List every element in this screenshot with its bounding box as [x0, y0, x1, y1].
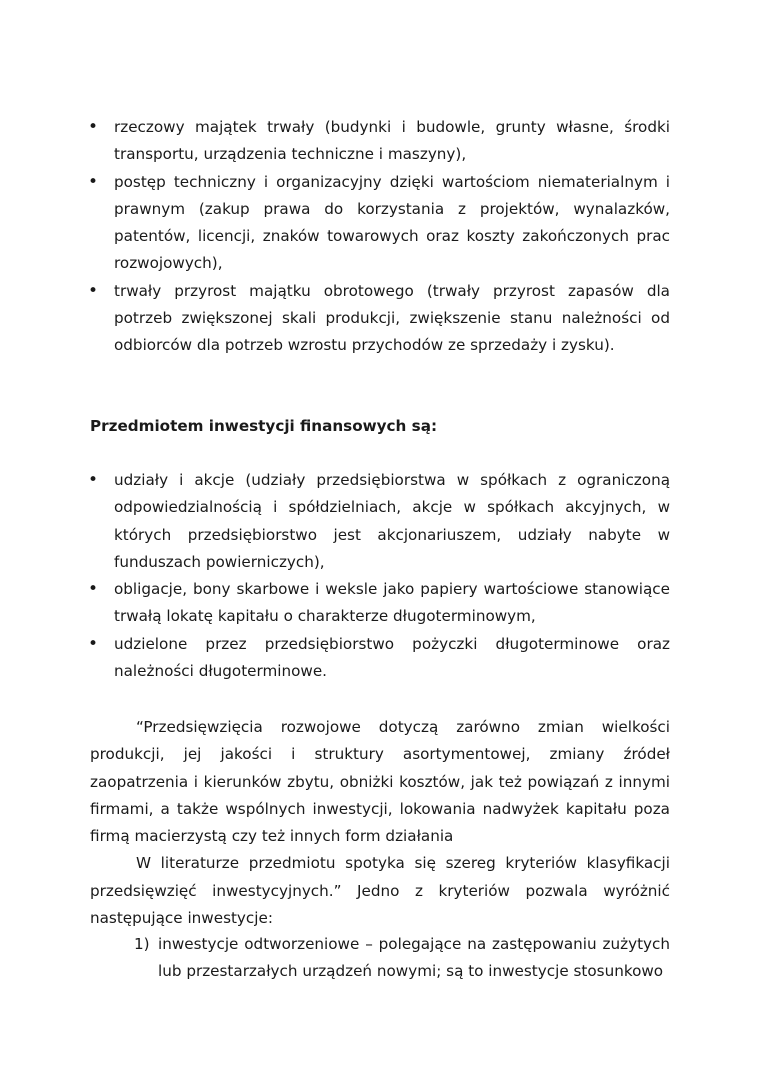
list-item: • udziały i akcje (udziały przedsiębiorstwa w spółkach z ograniczoną odpowiedzialnością i spółdzielniach, akcje w spółkach akcyjnych, w których przedsiębiorstwo jest akcjonariuszem, udziały nabyte w funduszach powierniczych), [88, 467, 670, 576]
list-item: • postęp techniczny i organizacyjny dzięki wartościom niematerialnym i prawnym (zakup prawa do korzystania z projektów, wynalazków, patentów, licencji, znaków towarowych oraz koszty zakończonych prac rozwojowych), [88, 169, 670, 278]
numbered-list [90, 931, 670, 986]
financial-investments-heading: Przedmiotem inwestycji finansowych są: [90, 417, 438, 435]
paragraph: W literaturze przedmiotu spotyka się szereg kryteriów klasyfikacji przedsięwzięć inwestycyjnych.” Jedno z kryteriów pozwala wyróżnić następujące inwestycje: [90, 854, 670, 928]
list-item: • udzielone przez przedsiębiorstwo pożyczki długoterminowe oraz należności długoterminowe. [88, 631, 670, 686]
list-item: • obligacje, bony skarbowe i weksle jako papiery wartościowe stanowiące trwałą lokatę kapitału o charakterze długoterminowym, [88, 576, 670, 631]
numbered-list-item [90, 931, 670, 986]
financial-investments-list [88, 467, 670, 685]
list-item: • rzeczowy majątek trwały (budynki i budowle, grunty własne, środki transportu, urządzenia techniczne i maszyny), [88, 114, 670, 169]
body-text [90, 714, 670, 932]
paragraph: “Przedsięwzięcia rozwojowe dotyczą zarówno zmian wielkości produkcji, jej jakości i struktury asortymentowej, zmiany źródeł zaopatrzenia i kierunków zbytu, obniżki kosztów, jak też powiązań z innymi firmami, a także wspólnych inwestycji, lokowania nadwyżek kapitału poza firmą macierzystą czy też innych form działania [90, 718, 670, 846]
list-number: 1) [134, 935, 150, 953]
list-item: • trwały przyrost majątku obrotowego (trwały przyrost zapasów dla potrzeb zwiększonej skali produkcji, zwiększenie stanu należności od odbiorców dla potrzeb wzrostu przychodów ze sprzedaży i zysku). [88, 278, 670, 360]
list-item-text: inwestycje odtworzeniowe – polegające na zastępowaniu zużytych lub przestarzałych urządzeń nowymi; są to inwestycje stosunkowo [158, 935, 670, 981]
tangible-investments-list [88, 114, 670, 360]
